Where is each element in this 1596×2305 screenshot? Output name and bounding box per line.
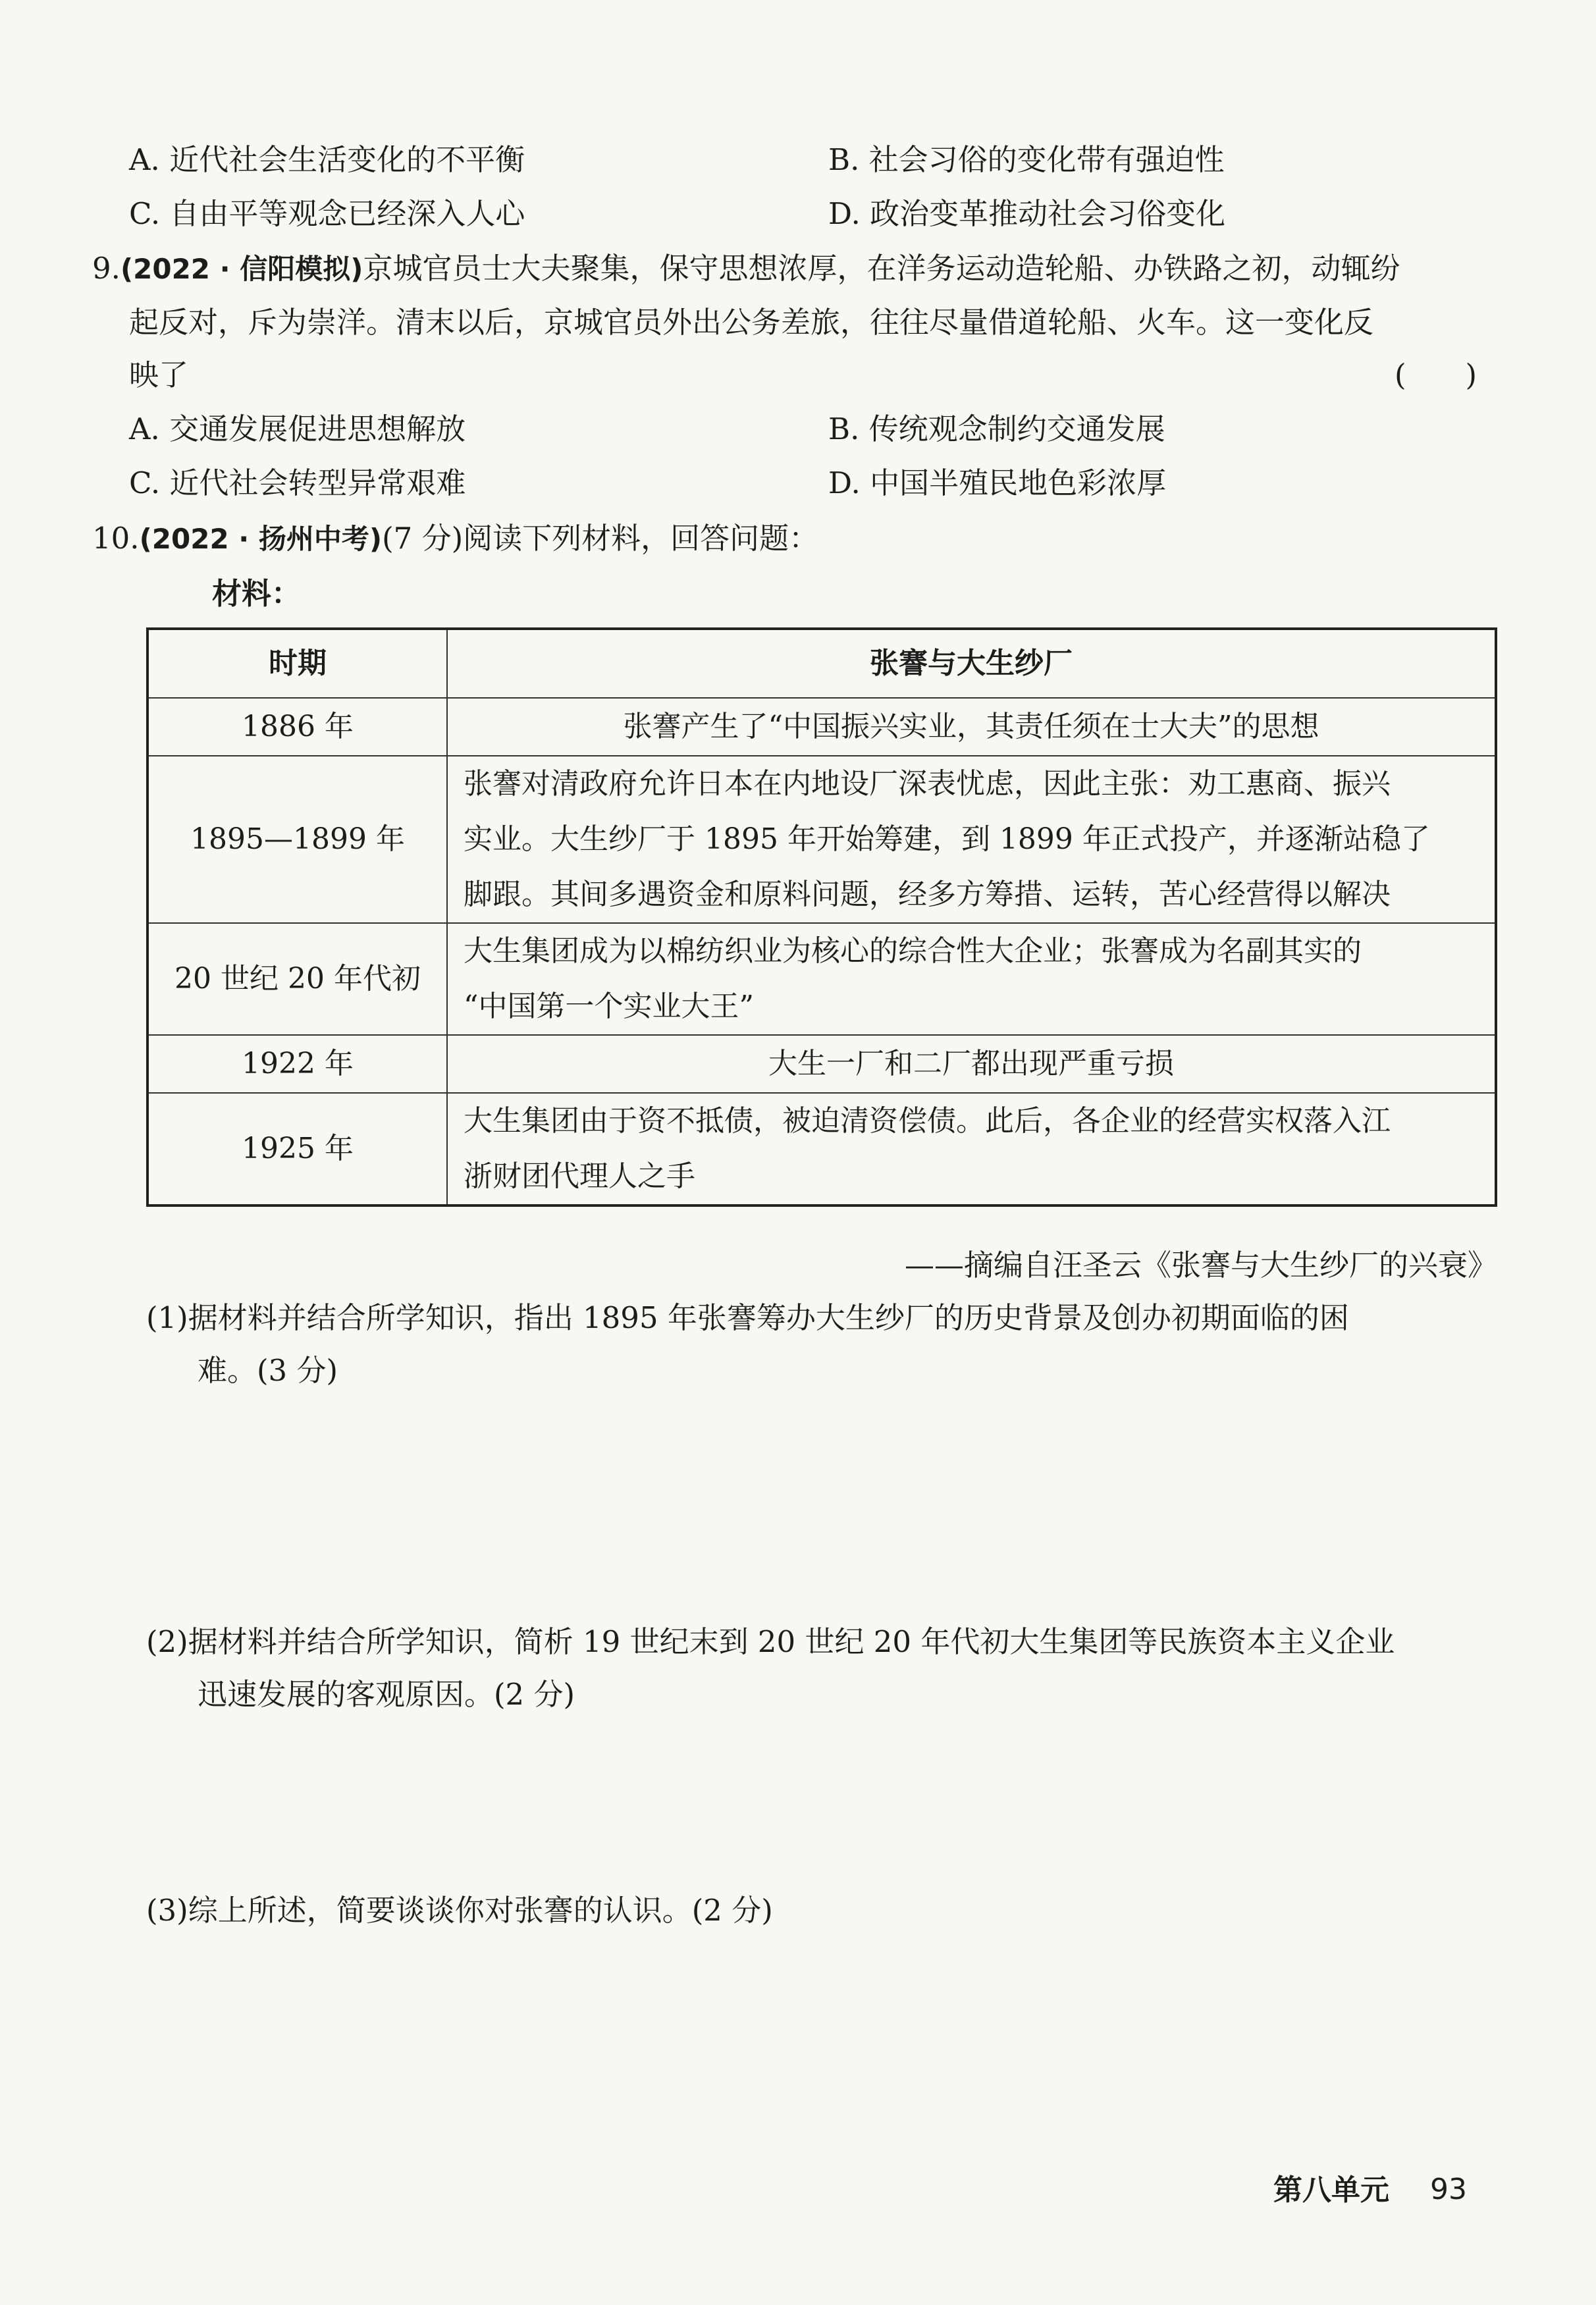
q10-sub1-line2: 难。(3 分) (198, 1353, 338, 1388)
table-cell-line: 浙财团代理人之手 (464, 1159, 695, 1193)
q9-stem-line2: 起反对，斥为崇洋。清末以后，京城官员外出公务差旅，往往尽量借道轮船、火车。这一变化反 (129, 305, 1374, 340)
q8-option-a: A. 近代社会生活变化的不平衡 (129, 142, 525, 177)
q10-sub3: (3)综上所述，简要谈谈你对张謇的认识。(2 分) (146, 1893, 773, 1928)
table-cell-line: 脚跟。其间多遇资金和原料问题，经多方筹措、运转，苦心经营得以解决 (464, 878, 1391, 911)
table-cell-line: 张謇对清政府允许日本在内地设厂深表忧虑，因此主张：劝工惠商、振兴 (464, 767, 1391, 801)
table-cell-period: 1922 年 (147, 1035, 447, 1093)
q9-stem-line1: 京城官员士大夫聚集，保守思想浓厚，在洋务运动造轮船、办铁路之初，动辄纷 (363, 251, 1400, 286)
table-cell-period: 1925 年 (147, 1093, 447, 1205)
table-cell-content (447, 1093, 1496, 1205)
q9-source: (2022 · 信阳模拟) (120, 253, 363, 285)
footer-unit: 第八单元 (1273, 2173, 1389, 2207)
table-row (147, 1093, 1496, 1205)
q9-stem-first-line (92, 249, 1400, 289)
table-cell-line: 大生集团由于资不抵债，被迫清资偿债。此后，各企业的经营实权落入江 (464, 1104, 1391, 1138)
q8-option-d: D. 政治变革推动社会习俗变化 (828, 196, 1226, 231)
q10-sub2-line2: 迅速发展的客观原因。(2 分) (198, 1677, 575, 1712)
material-label: 材料： (212, 576, 302, 611)
material-citation: ——摘编自汪圣云《张謇与大生纱厂的兴衰》 (904, 1248, 1497, 1283)
q9-answer-bracket[interactable]: ( ) (1395, 358, 1477, 392)
q9-option-c: C. 近代社会转型异常艰难 (129, 465, 466, 500)
table-cell-period: 1886 年 (147, 698, 447, 756)
table-cell-period: 1895—1899 年 (147, 756, 447, 923)
table-cell-content (447, 698, 1496, 756)
page-number: 93 (1430, 2173, 1467, 2206)
table-header-content: 张謇与大生纱厂 (447, 629, 1496, 698)
q10-sub2-line1: (2)据材料并结合所学知识，简析 19 世纪末到 20 世纪 20 年代初大生集团等民族资本主义企业 (146, 1624, 1395, 1659)
q10-number: 10. (92, 521, 140, 556)
table-cell-line: 实业。大生纱厂于 1895 年开始筹建，到 1899 年正式投产，并逐渐站稳了 (464, 822, 1430, 856)
table-cell-period: 20 世纪 20 年代初 (147, 923, 447, 1035)
material-table (146, 627, 1497, 1207)
q8-option-b: B. 社会习俗的变化带有强迫性 (828, 142, 1225, 177)
table-row (147, 698, 1496, 756)
table-row (147, 923, 1496, 1035)
q10-sub2-answer-area[interactable] (198, 1732, 1488, 1876)
table-cell-content (447, 1035, 1496, 1093)
table-cell-content (447, 756, 1496, 923)
q9-option-b: B. 传统观念制约交通发展 (828, 411, 1165, 446)
q10-intro: (7 分)阅读下列材料，回答问题： (382, 521, 819, 556)
table-row (147, 1035, 1496, 1093)
table-cell-line: 大生集团成为以棉纺织业为核心的综合性大企业；张謇成为名副其实的 (464, 934, 1362, 968)
q9-option-a: A. 交通发展促进思想解放 (129, 411, 466, 446)
q10-sub3-answer-area[interactable] (198, 1949, 1488, 2146)
q10-header (92, 519, 818, 559)
q8-option-c: C. 自由平等观念已经深入人心 (129, 196, 525, 231)
q9-option-d: D. 中国半殖民地色彩浓厚 (828, 465, 1167, 500)
table-cell-line: 大生一厂和二厂都出现严重亏损 (768, 1047, 1174, 1080)
table-cell-line: 张謇产生了“中国振兴实业，其责任须在士大夫”的思想 (623, 710, 1319, 743)
table-cell-content (447, 923, 1496, 1035)
table-cell-line: “中国第一个实业大王” (464, 990, 754, 1023)
q10-sub1-line1: (1)据材料并结合所学知识，指出 1895 年张謇筹办大生纱厂的历史背景及创办初期面临的困 (146, 1300, 1349, 1335)
q9-stem-line3: 映了 (129, 358, 189, 392)
q9-number: 9. (92, 251, 120, 286)
q10-sub1-answer-area[interactable] (198, 1409, 1488, 1606)
table-row (147, 756, 1496, 923)
table-header-period: 时期 (147, 629, 447, 698)
q10-source: (2022 · 扬州中考) (139, 523, 383, 555)
table-header-row (147, 629, 1496, 698)
